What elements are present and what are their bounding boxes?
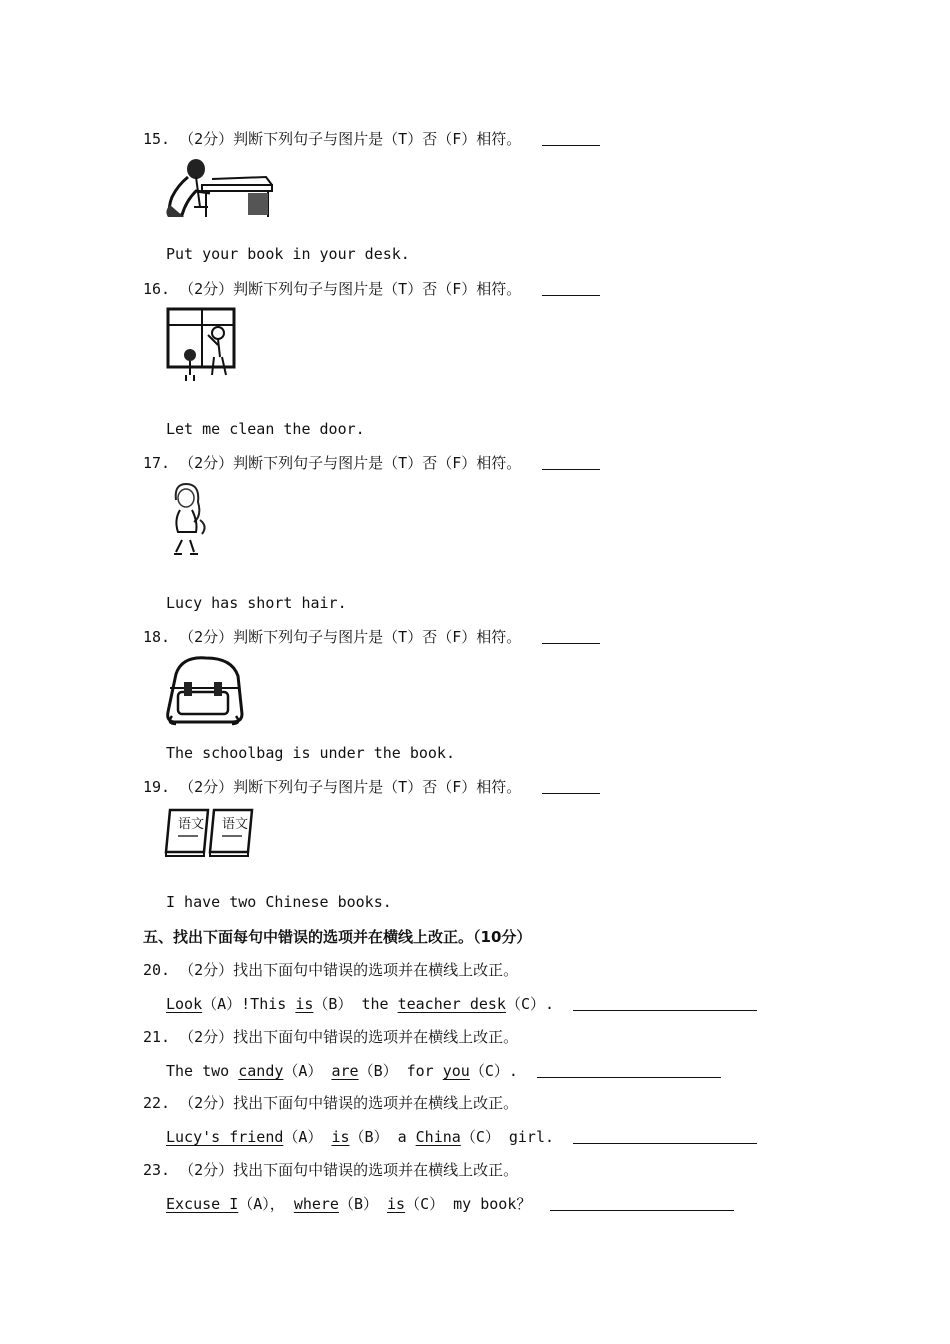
question-text: （2分）找出下面句中错误的选项并在横线上改正。 <box>179 1028 519 1046</box>
window-cleaning-illustration <box>162 305 242 383</box>
question-16 <box>143 278 600 299</box>
text-segment: （A）， <box>238 1195 294 1213</box>
svg-text:语文: 语文 <box>222 817 249 832</box>
sentence-20 <box>166 993 757 1014</box>
section-heading: 五、找出下面每句中错误的选项并在横线上改正。（10分） <box>143 928 532 946</box>
question-20 <box>143 959 518 980</box>
question-text: （2分）判断下列句子与图片是（T）否（F）相符。 <box>179 280 522 298</box>
option-b: is <box>295 995 314 1013</box>
sentence-19: I have two Chinese books. <box>166 893 392 911</box>
question-text: （2分）判断下列句子与图片是（T）否（F）相符。 <box>179 628 522 646</box>
sentence-15: Put your book in your desk. <box>166 245 410 263</box>
two-books-illustration <box>162 806 258 858</box>
question-17 <box>143 452 600 473</box>
option-a: candy <box>238 1062 284 1080</box>
answer-blank[interactable] <box>542 455 600 470</box>
answer-line[interactable] <box>573 1129 757 1144</box>
question-number: 15. <box>143 130 171 148</box>
answer-blank[interactable] <box>542 779 600 794</box>
text-segment: （C）. <box>505 995 555 1013</box>
option-c: you <box>442 1062 470 1080</box>
option-a: Look <box>166 995 203 1013</box>
sentence-18: The schoolbag is under the book. <box>166 744 455 762</box>
option-b: are <box>331 1062 359 1080</box>
text-segment: （B） the <box>313 995 398 1013</box>
question-15 <box>143 128 600 149</box>
answer-line[interactable] <box>573 996 757 1011</box>
question-text: （2分）判断下列句子与图片是（T）否（F）相符。 <box>179 778 522 796</box>
svg-text:语文: 语文 <box>178 817 205 832</box>
question-text: （2分）找出下面句中错误的选项并在横线上改正。 <box>179 961 519 979</box>
sentence-22 <box>166 1126 757 1147</box>
option-b: where <box>293 1195 339 1213</box>
option-c: China <box>415 1128 461 1146</box>
girl-illustration <box>162 480 212 558</box>
text-segment: （B） for <box>358 1062 443 1080</box>
text-segment: （A）!This <box>202 995 296 1013</box>
text-segment: （B） <box>338 1195 388 1213</box>
question-number: 18. <box>143 628 171 646</box>
sentence-23 <box>166 1193 734 1214</box>
answer-line[interactable] <box>550 1196 734 1211</box>
question-number: 22. <box>143 1094 171 1112</box>
question-text: （2分）判断下列句子与图片是（T）否（F）相符。 <box>179 130 522 148</box>
text-segment: （B） a <box>349 1128 416 1146</box>
text-segment: （C）. <box>469 1062 518 1080</box>
question-number: 16. <box>143 280 171 298</box>
question-number: 21. <box>143 1028 171 1046</box>
question-19 <box>143 776 600 797</box>
answer-blank[interactable] <box>542 281 600 296</box>
answer-blank[interactable] <box>542 131 600 146</box>
question-number: 19. <box>143 778 171 796</box>
question-text: （2分）判断下列句子与图片是（T）否（F）相符。 <box>179 454 522 472</box>
text-segment: （C） girl. <box>460 1128 555 1146</box>
answer-blank[interactable] <box>542 629 600 644</box>
question-22 <box>143 1092 518 1113</box>
sentence-21 <box>166 1060 721 1081</box>
question-number: 20. <box>143 961 171 979</box>
sentence-16: Let me clean the door. <box>166 420 365 438</box>
text-segment: （A） <box>283 1128 332 1146</box>
sentence-17: Lucy has short hair. <box>166 594 347 612</box>
schoolbag-illustration <box>162 654 246 726</box>
question-number: 23. <box>143 1161 171 1179</box>
question-text: （2分）找出下面句中错误的选项并在横线上改正。 <box>179 1094 519 1112</box>
question-number: 17. <box>143 454 171 472</box>
question-18 <box>143 626 600 647</box>
option-a: Excuse I <box>166 1195 239 1213</box>
text-segment: （A） <box>283 1062 332 1080</box>
text-segment: The two <box>166 1062 239 1080</box>
question-23 <box>143 1159 518 1180</box>
text-segment: （C） my book？ <box>405 1195 532 1213</box>
option-c: is <box>387 1195 406 1213</box>
answer-line[interactable] <box>537 1063 721 1078</box>
question-21 <box>143 1026 518 1047</box>
boy-desk-illustration <box>162 155 277 223</box>
question-text: （2分）找出下面句中错误的选项并在横线上改正。 <box>179 1161 519 1179</box>
option-c: teacher desk <box>397 995 506 1013</box>
option-a: Lucy's friend <box>166 1128 284 1146</box>
option-b: is <box>331 1128 350 1146</box>
